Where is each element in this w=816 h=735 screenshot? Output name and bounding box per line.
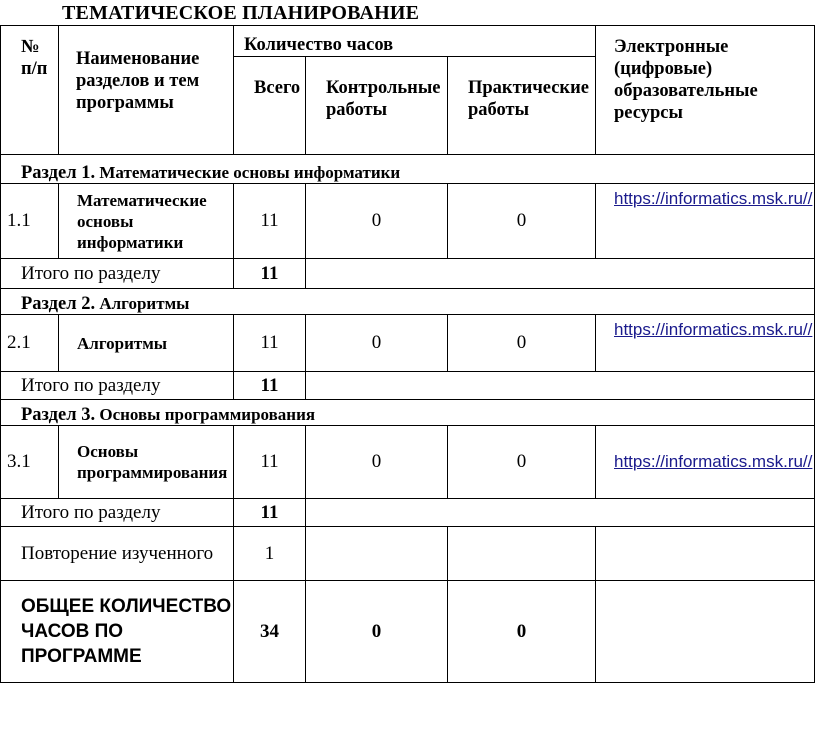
section-name: Математические основы информатики <box>99 163 401 182</box>
resource-link[interactable]: https://informatics.msk.ru// <box>596 315 815 372</box>
subtotal-label: Итого по разделу <box>1 259 234 289</box>
resource-link[interactable]: https://informatics.msk.ru// <box>596 426 815 499</box>
repetition-practical <box>448 527 596 581</box>
page-title: ТЕМАТИЧЕСКОЕ ПЛАНИРОВАНИЕ <box>62 2 420 24</box>
row-name: Основы программирования <box>59 426 234 499</box>
section-prefix: Раздел 3. <box>21 405 96 425</box>
row-total: 11 <box>234 315 306 372</box>
row-name: Математические основы информатики <box>59 184 234 259</box>
section-title <box>1 289 815 315</box>
row-control: 0 <box>306 315 448 372</box>
header-practical: Практические работы <box>448 57 596 155</box>
subtotal-value: 11 <box>234 499 306 527</box>
thematic-plan-table <box>0 25 815 683</box>
subtotal-label: Итого по разделу <box>1 499 234 527</box>
section-prefix: Раздел 2. <box>21 294 96 314</box>
row-practical: 0 <box>448 315 596 372</box>
row-total: 11 <box>234 184 306 259</box>
row-practical: 0 <box>448 184 596 259</box>
grand-total-label: ОБЩЕЕ КОЛИЧЕСТВО ЧАСОВ ПО ПРОГРАММЕ <box>1 581 234 683</box>
subtotal-empty <box>306 372 815 400</box>
row-control: 0 <box>306 184 448 259</box>
header-name: Наименование разделов и тем программы <box>59 26 234 155</box>
subtotal-empty <box>306 499 815 527</box>
header-control: Контрольные работы <box>306 57 448 155</box>
header-resources: Электронные (цифровые) образовательные ресурсы <box>596 26 815 155</box>
subtotal-label: Итого по разделу <box>1 372 234 400</box>
repetition-label: Повторение изученного <box>1 527 234 581</box>
section-name: Алгоритмы <box>99 294 190 313</box>
row-name: Алгоритмы <box>59 315 234 372</box>
repetition-control <box>306 527 448 581</box>
row-control: 0 <box>306 426 448 499</box>
section-prefix: Раздел 1. <box>21 163 96 183</box>
row-practical: 0 <box>448 426 596 499</box>
row-num: 1.1 <box>1 184 59 259</box>
row-num: 2.1 <box>1 315 59 372</box>
subtotal-value: 11 <box>234 372 306 400</box>
section-title <box>1 400 815 426</box>
header-num: № п/п <box>1 26 59 155</box>
grand-total-value: 34 <box>234 581 306 683</box>
header-total: Всего <box>234 57 306 155</box>
row-total: 11 <box>234 426 306 499</box>
row-num: 3.1 <box>1 426 59 499</box>
grand-total-control: 0 <box>306 581 448 683</box>
repetition-resources <box>596 527 815 581</box>
resource-link[interactable]: https://informatics.msk.ru// <box>596 184 815 259</box>
repetition-value: 1 <box>234 527 306 581</box>
section-name: Основы программирования <box>99 405 316 424</box>
subtotal-value: 11 <box>234 259 306 289</box>
grand-total-practical: 0 <box>448 581 596 683</box>
subtotal-empty <box>306 259 815 289</box>
section-title <box>1 155 815 184</box>
grand-total-resources <box>596 581 815 683</box>
header-hours: Количество часов <box>234 26 596 57</box>
